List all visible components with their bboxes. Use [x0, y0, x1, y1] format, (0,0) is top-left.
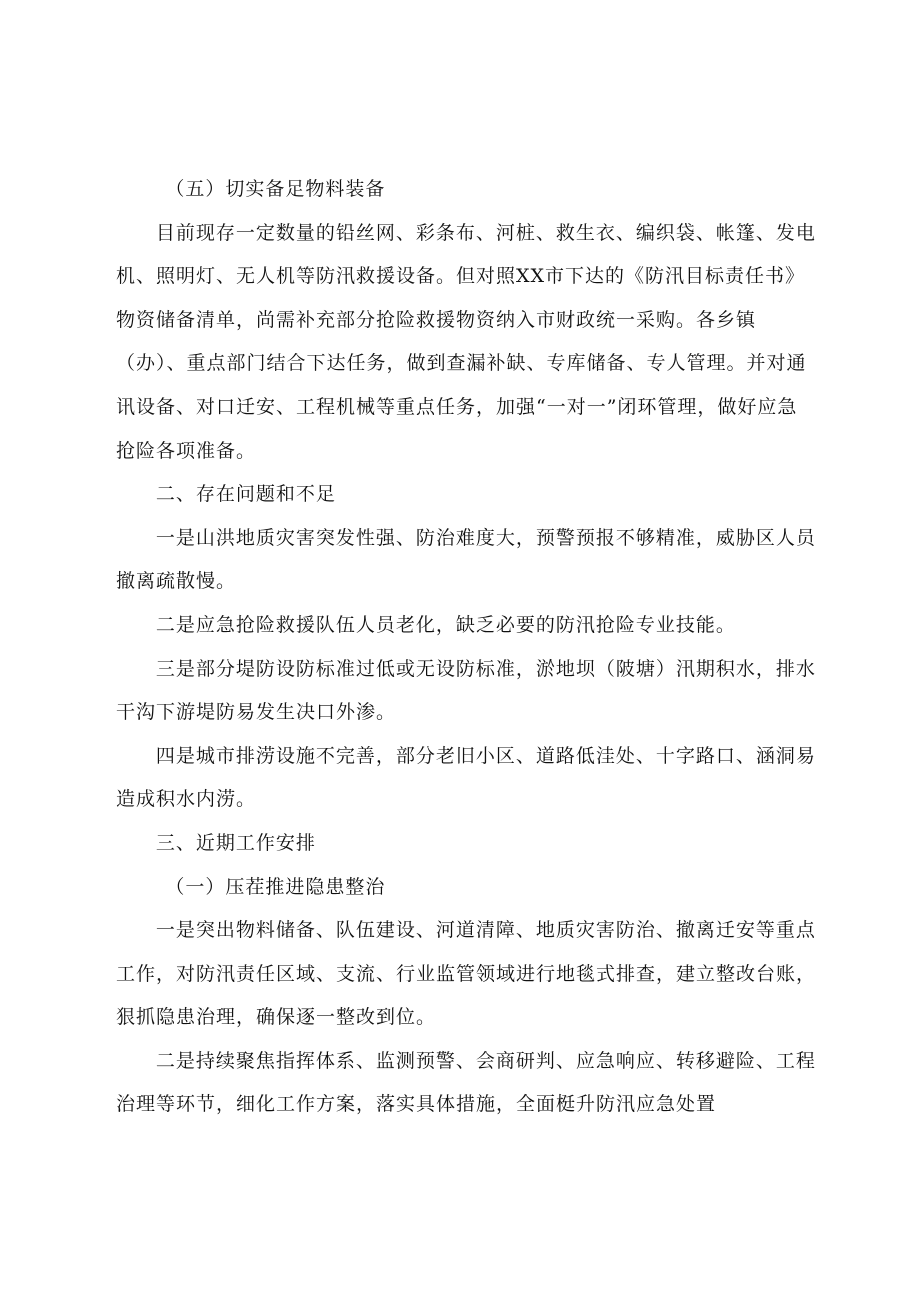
- section-subheading-5: （五）切实备足物料装备: [165, 178, 386, 200]
- paragraph-plan-1: 一是突出物料储备、队伍建设、河道清障、地质灾害防治、撤离迁安等重点工作，对防汛责任区域、支流、行业监管领域进行地毯式排查，建立整改台账，狠抓隐患治理，确保逐一整改到位。: [116, 919, 817, 1029]
- paragraph-materials: 目前现存一定数量的铅丝网、彩条布、河桩、救生衣、编织袋、帐篷、发电机、照明灯、无人机等防汛救援设备。但对照XX市下达的《防汛目标责任书》物资储备清单，尚需补充部分抢险救援物资纳入市财政统一采购。各乡镇（办）、重点部门结合下达任务，做到查漏补缺、专库储备、专人管理。并对通讯设备、对口迁安、工程机械等重点任务，加强“一对一”闭环管理，做好应急抢险各项准备。: [116, 221, 816, 462]
- paragraph-problem-2: 二是应急抢险救援队伍人员老化，缺乏必要的防汛抢险专业技能。: [155, 613, 736, 636]
- section-heading-3: 三、近期工作安排: [155, 831, 316, 854]
- paragraph-problem-4: 四是城市排涝设施不完善，部分老旧小区、道路低洼处、十字路口、涵洞易造成积水内涝。: [116, 744, 816, 811]
- section-heading-2: 二、存在问题和不足: [155, 483, 336, 506]
- section-subheading-1: （一）压茬推进隐患整治: [165, 875, 386, 898]
- paragraph-problem-1: 一是山洪地质灾害突发性强、防治难度大，预警预报不够精准，威胁区人员撤离疏散慢。: [116, 526, 816, 593]
- paragraph-plan-2: 二是持续聚焦指挥体系、监测预警、会商研判、应急响应、转移避险、工程治理等环节，细化工作方案，落实具体措施，全面梃升防汛应急处置: [116, 1049, 816, 1116]
- document-body: [116, 168, 816, 1127]
- paragraph-problem-3: 三是部分堤防设防标准过低或无设防标准，淤地坝（陂塘）汛期积水，排水干沟下游堤防易发生决口外渗。: [116, 657, 816, 724]
